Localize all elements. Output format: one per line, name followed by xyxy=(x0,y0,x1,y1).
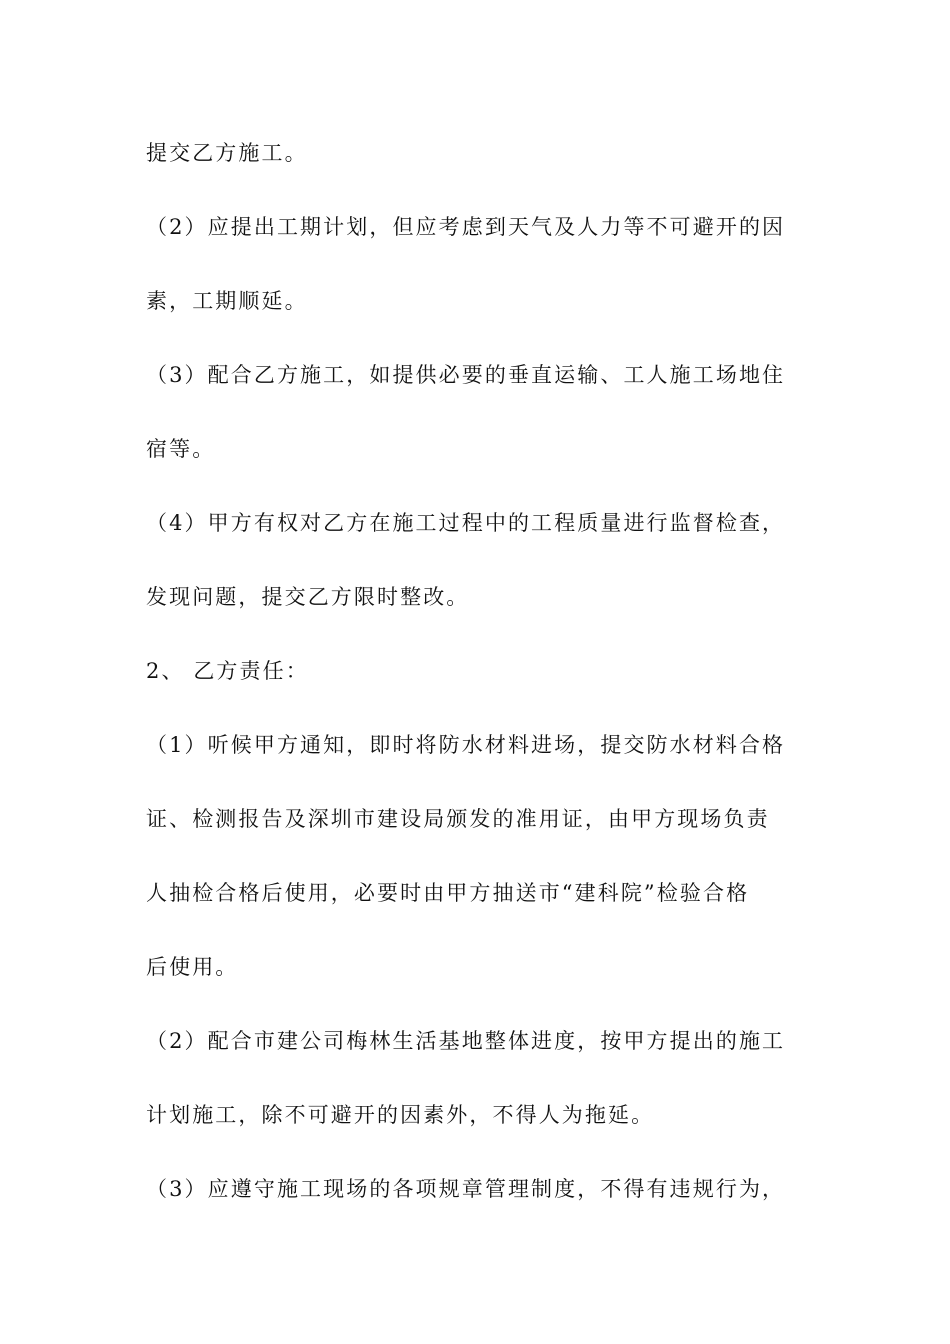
text-line: （3）应遵守施工现场的各项规章管理制度，不得有违规行为， xyxy=(146,1177,786,1201)
text-line: （2）应提出工期计划，但应考虑到天气及人力等不可避开的因 xyxy=(146,215,786,239)
text-line: （1）听候甲方通知，即时将防水材料进场，提交防水材料合格 xyxy=(146,733,786,757)
text-line: 发现问题，提交乙方限时整改。 xyxy=(146,585,470,609)
text-line: 计划施工，除不可避开的因素外，不得人为拖延。 xyxy=(146,1103,655,1127)
text-line: 素，工期顺延。 xyxy=(146,289,308,313)
text-line: 提交乙方施工。 xyxy=(146,141,308,165)
text-line: （3）配合乙方施工，如提供必要的垂直运输、工人施工场地住 xyxy=(146,363,786,387)
text-line: 人抽检合格后使用，必要时由甲方抽送市“建科院”检验合格 xyxy=(146,881,750,905)
text-line: （4）甲方有权对乙方在施工过程中的工程质量进行监督检查， xyxy=(146,511,786,535)
text-line: （2）配合市建公司梅林生活基地整体进度，按甲方提出的施工 xyxy=(146,1029,786,1053)
text-line: 证、检测报告及深圳市建设局颁发的准用证，由甲方现场负责 xyxy=(146,807,770,831)
text-line: 后使用。 xyxy=(146,955,239,979)
section-heading: 2、 乙方责任： xyxy=(146,659,309,683)
text-line: 宿等。 xyxy=(146,437,216,461)
